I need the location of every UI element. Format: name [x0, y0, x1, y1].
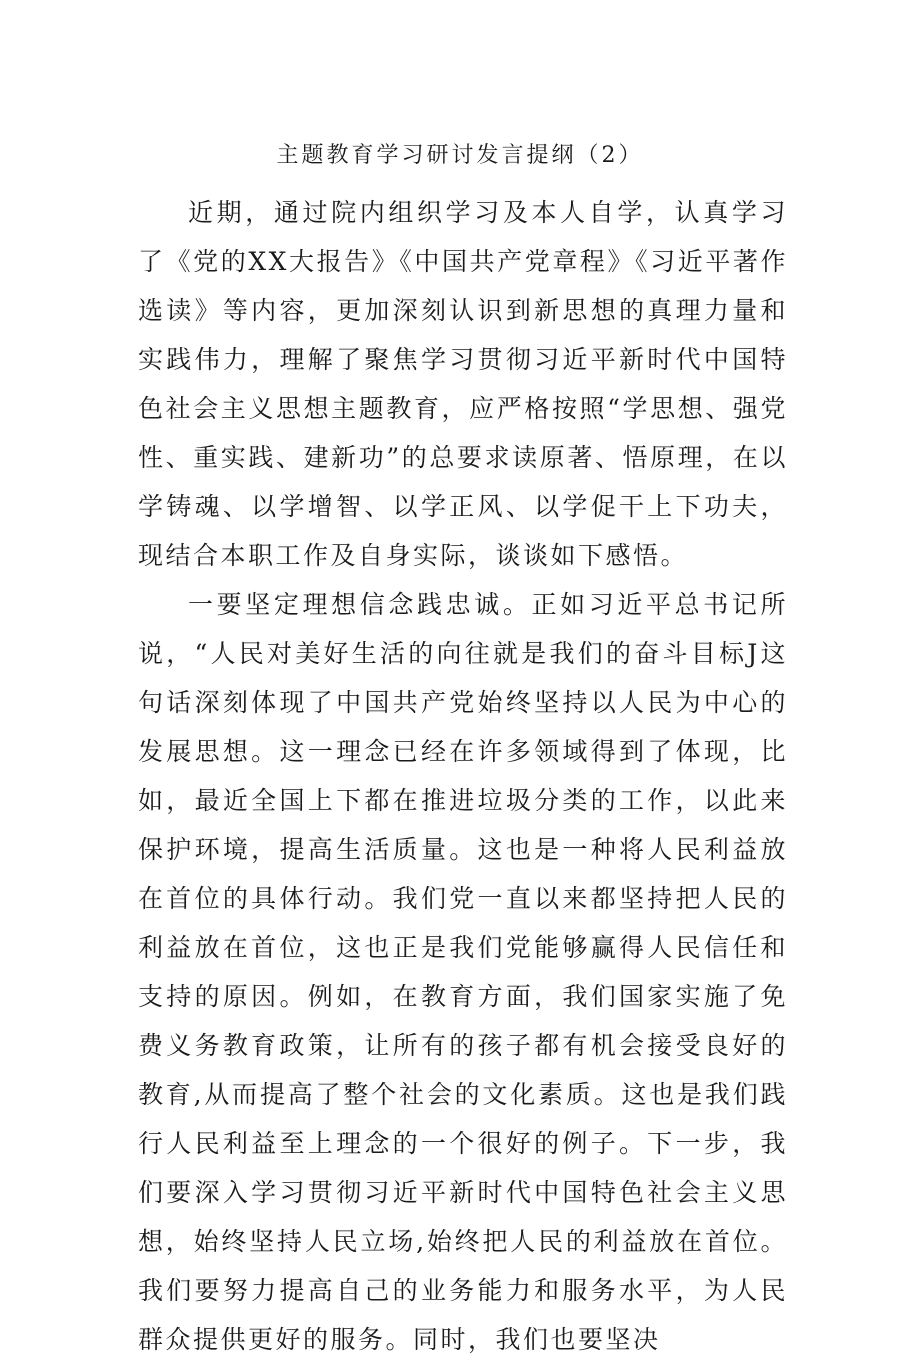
paragraph-ideals-loyalty: 一要坚定理想信念践忠诚。正如习近平总书记所说，“人民对美好生活的向往就是我们的奋斗目标J这句话深刻体现了中国共产党始终坚持以人民为中心的发展思想。这一理念已经在许多领域得到了体现，比如，最近全国上下都在推进垃圾分类的工作，以此来保护环境，提高生活质量。这也是一种将人民利益放在首位的具体行动。我们党一直以来都坚持把人民的利益放在首位，这也正是我们党能够赢得人民信任和支持的原因。例如，在教育方面，我们国家实施了免费义务教育政策，让所有的孩子都有机会接受良好的教育,从而提高了整个社会的文化素质。这也是我们践行人民利益至上理念的一个很好的例子。下一步，我们要深入学习贯彻习近平新时代中国特色社会主义思想，始终坚持人民立场,始终把人民的利益放在首位。我们要努力提高自己的业务能力和服务水平，为人民群众提供更好的服务。同时，我们也要坚决 [138, 590, 788, 1354]
document-body [138, 188, 788, 1364]
paragraph-intro: 近期，通过院内组织学习及本人自学，认真学习了《党的XX大报告》《中国共产党章程》《习近平著作选读》等内容，更加深刻认识到新思想的真理力量和实践伟力，理解了聚焦学习贯彻习近平新时代中国特色社会主义思想主题教育，应严格按照“学思想、强党性、重实践、建新功”的总要求读原著、悟原理，在以学铸魂、以学增智、以学正风、以学促干上下功夫，现结合本职工作及自身实际，谈谈如下感悟。 [138, 198, 788, 570]
document-title: 主题教育学习研讨发言提纲（2） [276, 143, 644, 168]
